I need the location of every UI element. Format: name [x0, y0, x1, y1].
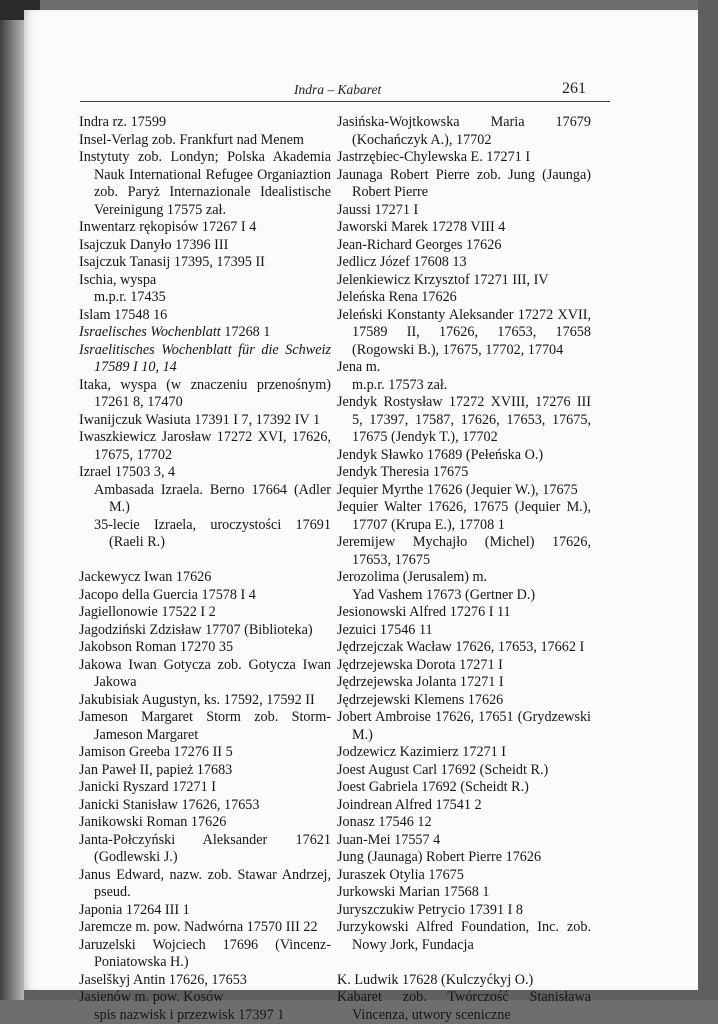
index-entry: Jędrzejewska Dorota 17271 I — [337, 657, 591, 675]
index-subentry: m.p.r. 17573 zał. — [337, 377, 591, 395]
running-header — [24, 82, 698, 102]
index-entry: Jakobson Roman 17270 35 — [79, 639, 331, 657]
section-gap — [79, 552, 331, 570]
scan-right-edge — [698, 0, 718, 1000]
index-entry: Izrael 17503 3, 4 — [79, 464, 331, 482]
index-entry: Jonasz 17546 12 — [337, 814, 591, 832]
index-entry: Jendyk Sławko 17689 (Pełeńska O.) — [337, 447, 591, 465]
index-entry: Jakubisiak Augustyn, ks. 17592, 17592 II — [79, 692, 331, 710]
section-gap — [337, 954, 591, 972]
header-rule — [80, 101, 610, 102]
index-entry: Juraszek Otylia 17675 — [337, 867, 591, 885]
index-entry: Jurkowski Marian 17568 1 — [337, 884, 591, 902]
index-entry: Israelitisches Wochenblatt für die Schweiz 17589 I 10, 14 — [79, 342, 331, 377]
index-entry: Jurzykowski Alfred Foundation, Inc. zob. Nowy Jork, Fundacja — [337, 919, 591, 954]
index-entry: Isajczuk Danyło 17396 III — [79, 237, 331, 255]
index-subentry: Yad Vashem 17673 (Gertner D.) — [337, 587, 591, 605]
index-entry: Jaussi 17271 I — [337, 202, 591, 220]
index-entry: Isajczuk Tanasij 17395, 17395 II — [79, 254, 331, 272]
index-entry: Jeremijew Mychajło (Michel) 17626, 17653, 17675 — [337, 534, 591, 569]
index-entry: Israelisches Wochenblatt 17268 1 — [79, 324, 331, 342]
index-subentry: m.p.r. 17435 — [79, 289, 331, 307]
index-entry: Jasińska-Wojtkowska Maria 17679 (Kochańczyk A.), 17702 — [337, 114, 591, 149]
index-entry: Jaselškyj Antin 17626, 17653 — [79, 972, 331, 990]
index-entry: Jedlicz Józef 17608 13 — [337, 254, 591, 272]
index-entry: K. Ludwik 17628 (Kulczyćkyj O.) — [337, 972, 591, 990]
index-entry: Ischia, wyspa — [79, 272, 331, 290]
index-entry: Insel-Verlag zob. Frankfurt nad Menem — [79, 132, 331, 150]
index-entry: Jena m. — [337, 359, 591, 377]
index-entry: Janus Edward, nazw. zob. Stawar Andrzej, pseud. — [79, 867, 331, 902]
index-entry: Juan-Mei 17557 4 — [337, 832, 591, 850]
index-entry: Jaworski Marek 17278 VIII 4 — [337, 219, 591, 237]
index-entry: Jendyk Rostysław 17272 XVIII, 17276 III 5, 17397, 17587, 17626, 17653, 17675, 17675 (Jendyk T.), 17702 — [337, 394, 591, 447]
index-entry: Jamison Greeba 17276 II 5 — [79, 744, 331, 762]
page-number: 261 — [562, 80, 586, 98]
index-entry: Juryszczukiw Petrycio 17391 I 8 — [337, 902, 591, 920]
index-entry: Jędrzejczak Wacław 17626, 17653, 17662 I — [337, 639, 591, 657]
index-entry: Indra rz. 17599 — [79, 114, 331, 132]
index-entry: Jagiellonowie 17522 I 2 — [79, 604, 331, 622]
index-entry: Joest August Carl 17692 (Scheidt R.) — [337, 762, 591, 780]
index-entry: Instytuty zob. Londyn; Polska Akademia Nauk International Refugee Organiaztion zob. Paryż Internazionale Idealistische Vereinigung 17575 zał. — [79, 149, 331, 219]
index-entry: Jacopo della Guercia 17578 I 4 — [79, 587, 331, 605]
index-entry: Jastrzębiec-Chylewska E. 17271 I — [337, 149, 591, 167]
book-page — [24, 10, 698, 990]
index-entry: Joindrean Alfred 17541 2 — [337, 797, 591, 815]
running-title: Indra – Kabaret — [294, 82, 381, 98]
index-column-right — [337, 114, 591, 1024]
index-entry: Jesionowski Alfred 17276 I 11 — [337, 604, 591, 622]
index-entry: Janta-Połczyński Aleksander 17621 (Godlewski J.) — [79, 832, 331, 867]
index-entry: Kabaret zob. Twórczość Stanisława Vincenza, utwory sceniczne — [337, 989, 591, 1024]
index-column-left — [79, 114, 331, 1024]
index-entry: Jakowa Iwan Gotycza zob. Gotycza Iwan Jakowa — [79, 657, 331, 692]
index-entry: Jackewycz Iwan 17626 — [79, 569, 331, 587]
index-entry: Jagodziński Zdzisław 17707 (Biblioteka) — [79, 622, 331, 640]
index-entry: Jerozolima (Jerusalem) m. — [337, 569, 591, 587]
index-entry: Janicki Stanisław 17626, 17653 — [79, 797, 331, 815]
index-entry: Iwanijczuk Wasiuta 17391 I 7, 17392 IV 1 — [79, 412, 331, 430]
index-entry: Jaunaga Robert Pierre zob. Jung (Jaunga) Robert Pierre — [337, 167, 591, 202]
index-entry: Jean-Richard Georges 17626 — [337, 237, 591, 255]
index-subentry: 35-lecie Izraela, uroczystości 17691 (Raeli R.) — [79, 517, 331, 552]
index-entry: Janikowski Roman 17626 — [79, 814, 331, 832]
index-entry: Jameson Margaret Storm zob. Storm-Jameson Margaret — [79, 709, 331, 744]
index-entry: Jodzewicz Kazimierz 17271 I — [337, 744, 591, 762]
index-entry: Jequier Walter 17626, 17675 (Jequier M.), 17707 (Krupa E.), 17708 1 — [337, 499, 591, 534]
index-entry: Jobert Ambroise 17626, 17651 (Grydzewski M.) — [337, 709, 591, 744]
index-entry: Iwaszkiewicz Jarosław 17272 XVI, 17626, 17675, 17702 — [79, 429, 331, 464]
index-entry: Jędrzejewski Klemens 17626 — [337, 692, 591, 710]
index-entry: Jendyk Theresia 17675 — [337, 464, 591, 482]
index-entry: Jelenkiewicz Krzysztof 17271 III, IV — [337, 272, 591, 290]
index-entry: Jezuici 17546 11 — [337, 622, 591, 640]
index-entry: Inwentarz rękopisów 17267 I 4 — [79, 219, 331, 237]
index-subentry: Ambasada Izraela. Berno 17664 (Adler M.) — [79, 482, 331, 517]
index-entry: Itaka, wyspa (w znaczeniu przenośnym) 17261 8, 17470 — [79, 377, 331, 412]
index-entry: Jung (Jaunaga) Robert Pierre 17626 — [337, 849, 591, 867]
index-entry: Jeleńska Rena 17626 — [337, 289, 591, 307]
index-entry: Jaruzelski Wojciech 17696 (Vincenz-Poniatowska H.) — [79, 937, 331, 972]
index-entry: Jaremcze m. pow. Nadwórna 17570 III 22 — [79, 919, 331, 937]
index-entry: Jan Paweł II, papież 17683 — [79, 762, 331, 780]
index-subentry: spis nazwisk i przezwisk 17397 1 — [79, 1007, 331, 1024]
index-entry: Janicki Ryszard 17271 I — [79, 779, 331, 797]
scan-left-shadow — [0, 0, 24, 1000]
index-entry: Joest Gabriela 17692 (Scheidt R.) — [337, 779, 591, 797]
index-entry: Japonia 17264 III 1 — [79, 902, 331, 920]
index-entry: Jasienów m. pow. Kosów — [79, 989, 331, 1007]
index-entry: Islam 17548 16 — [79, 307, 331, 325]
index-entry: Jequier Myrthe 17626 (Jequier W.), 17675 — [337, 482, 591, 500]
index-entry: Jędrzejewska Jolanta 17271 I — [337, 674, 591, 692]
index-entry: Jeleński Konstanty Aleksander 17272 XVII, 17589 II, 17626, 17653, 17658 (Rogowski B.), 17675, 17702, 17704 — [337, 307, 591, 360]
